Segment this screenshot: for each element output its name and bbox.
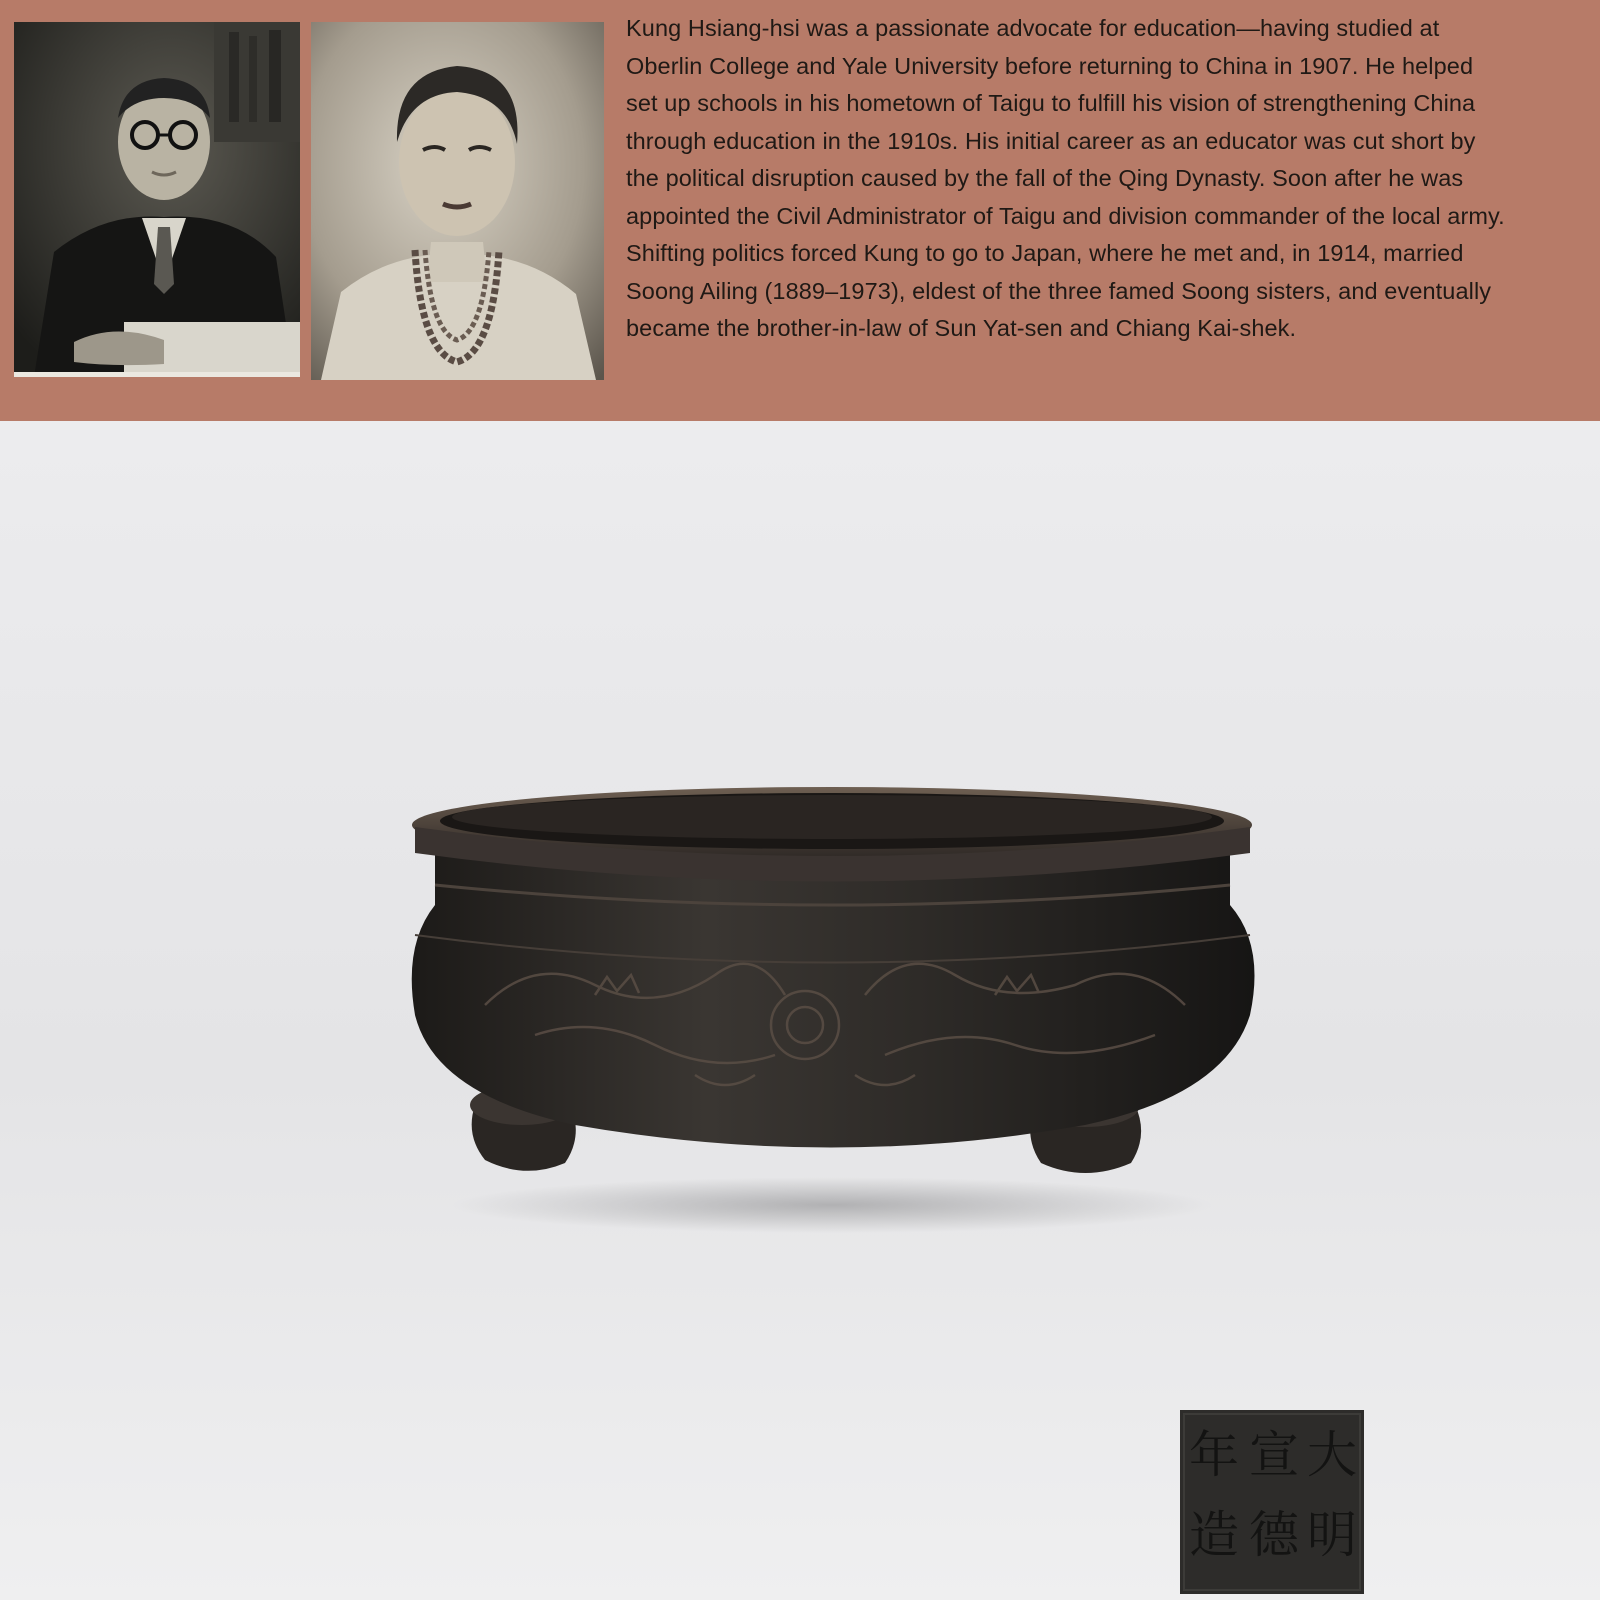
mark-character: 宣 — [1249, 1426, 1299, 1484]
biography-text: Kung Hsiang-hsi was a passionate advocate for education—having studied at Oberlin College and Yale University before returning to China in 1907. He helped set up schools in his hometown of Taigu to fulfill his vision of strengthening China through education in the 1910s. His initial career as an educator was cut short by the political disruption caused by the fall of the Qing Dynasty. Soon after he was appointed the Civil Administrator of Taigu and division commander of the local army. Shifting politics forced Kung to go to Japan, where he met and, in 1914, married Soong Ailing (1889–1973), eldest of the three famed Soong sisters, and eventually became the brother-in-law of Sun Yat-sen and Chiang Kai-shek. — [626, 15, 1505, 341]
mark-character: 年 — [1189, 1426, 1239, 1484]
mark-character: 明 — [1307, 1506, 1357, 1564]
portrait-soong-ailing-photo — [311, 22, 604, 380]
mark-character: 造 — [1189, 1506, 1239, 1564]
mark-character: 德 — [1249, 1506, 1299, 1564]
bronze-censer-image — [395, 775, 1270, 1235]
portrait-kung-hsiang-hsi-photo — [14, 22, 300, 377]
reign-mark-image — [1180, 1410, 1364, 1594]
caption-band — [0, 0, 1600, 421]
mark-character: 大 — [1307, 1426, 1357, 1484]
